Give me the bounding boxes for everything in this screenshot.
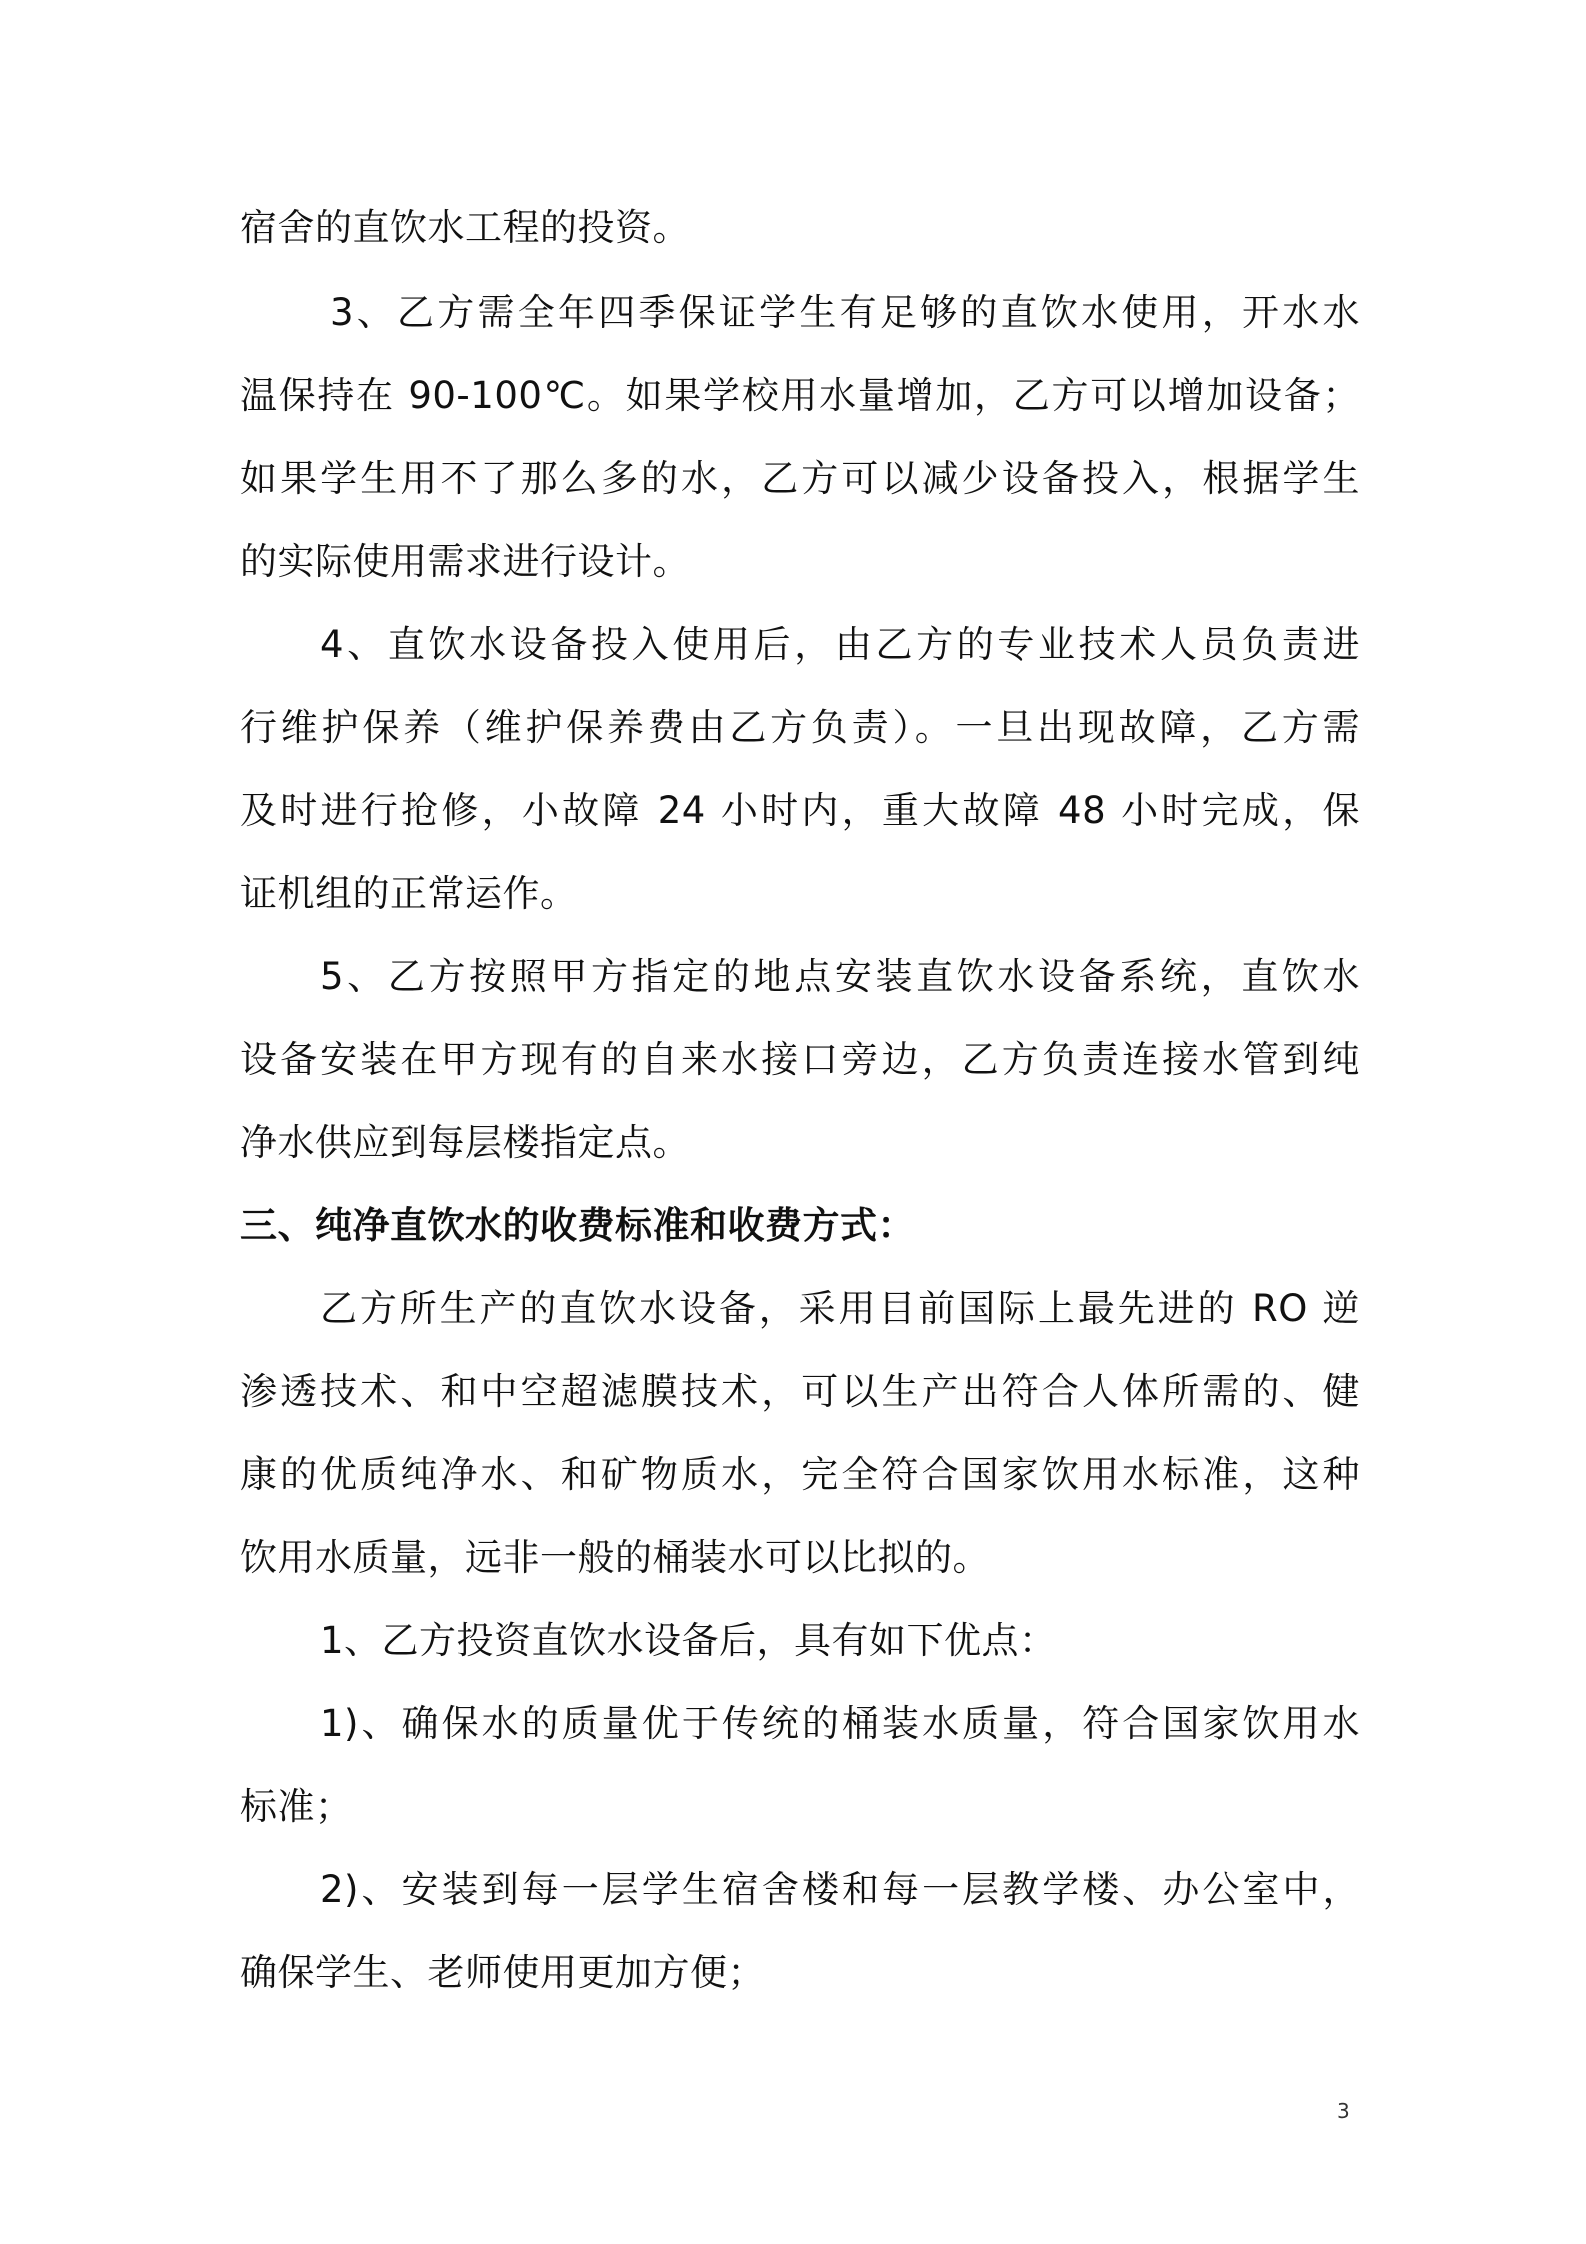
paragraph-line: 3、乙方需全年四季保证学生有足够的直饮水使用，开水水	[330, 291, 1360, 334]
paragraph-line: 温保持在 90-100℃。如果学校用水量增加，乙方可以增加设备；	[240, 374, 1360, 417]
paragraph-line: 1)、确保水的质量优于传统的桶装水质量，符合国家饮用水	[320, 1702, 1360, 1745]
paragraph-line: 设备安装在甲方现有的自来水接口旁边，乙方负责连接水管到纯	[240, 1038, 1360, 1081]
paragraph-line: 乙方所生产的直饮水设备，采用目前国际上最先进的 RO 逆	[320, 1287, 1360, 1330]
paragraph-line: 2)、安装到每一层学生宿舍楼和每一层教学楼、办公室中，	[320, 1868, 1360, 1911]
page-number: 3	[1337, 2099, 1350, 2123]
paragraph-line: 证机组的正常运作。	[240, 872, 578, 915]
paragraph-line: 如果学生用不了那么多的水，乙方可以减少设备投入，根据学生	[240, 457, 1360, 500]
paragraph-line: 行维护保养（维护保养费由乙方负责）。一旦出现故障，乙方需	[240, 706, 1360, 749]
section-heading: 三、纯净直饮水的收费标准和收费方式：	[240, 1204, 915, 1247]
paragraph-line: 1、乙方投资直饮水设备后，具有如下优点：	[320, 1619, 1057, 1662]
paragraph-line: 及时进行抢修，小故障 24 小时内，重大故障 48 小时完成，保	[240, 789, 1360, 832]
paragraph-line: 康的优质纯净水、和矿物质水，完全符合国家饮用水标准，这种	[240, 1453, 1360, 1496]
paragraph-line: 净水供应到每层楼指定点。	[240, 1121, 690, 1164]
paragraph-line: 标准；	[240, 1785, 353, 1828]
paragraph-line: 宿舍的直饮水工程的投资。	[240, 206, 690, 249]
paragraph-line: 饮用水质量，远非一般的桶装水可以比拟的。	[240, 1536, 990, 1579]
paragraph-line: 的实际使用需求进行设计。	[240, 540, 690, 583]
paragraph-line: 5、乙方按照甲方指定的地点安装直饮水设备系统，直饮水	[320, 955, 1360, 998]
paragraph-line: 确保学生、老师使用更加方便；	[240, 1951, 765, 1994]
paragraph-line: 4、直饮水设备投入使用后，由乙方的专业技术人员负责进	[320, 623, 1360, 666]
paragraph-line: 渗透技术、和中空超滤膜技术，可以生产出符合人体所需的、健	[240, 1370, 1360, 1413]
